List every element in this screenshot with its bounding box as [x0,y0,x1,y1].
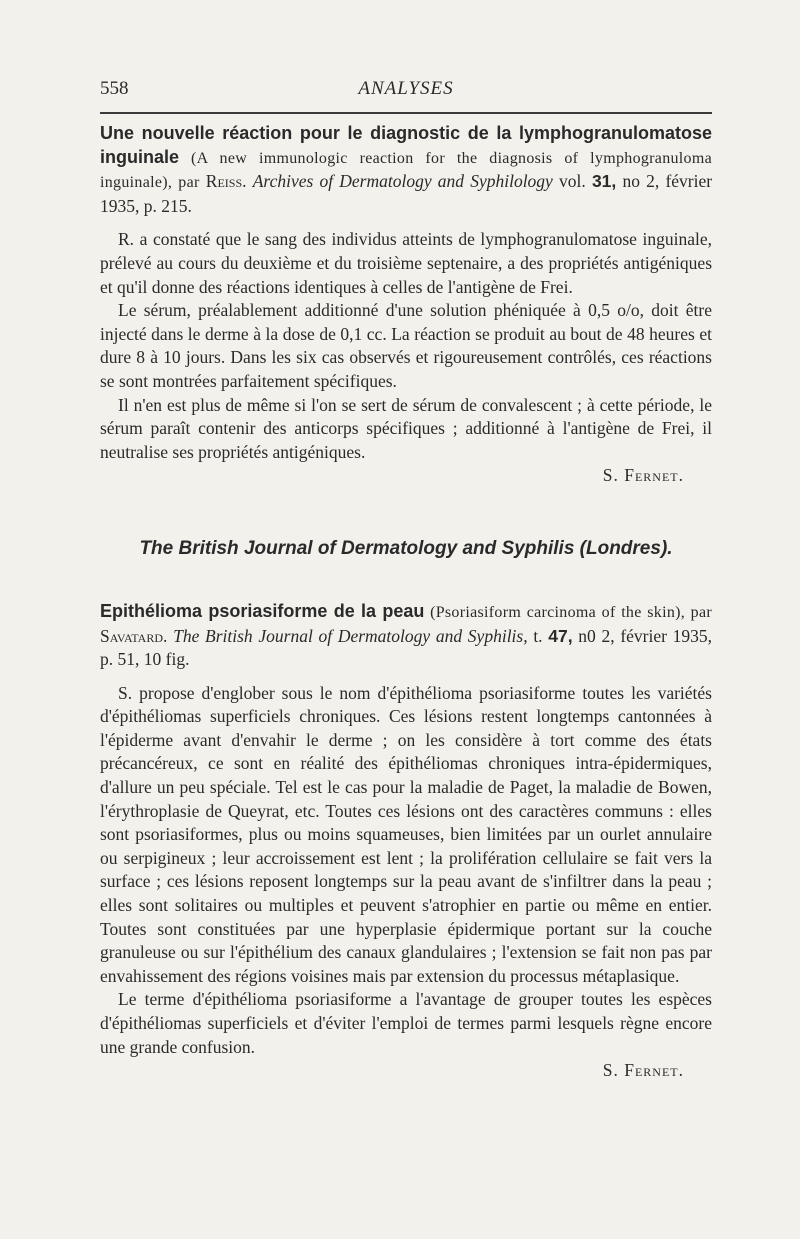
article-2-vol-prefix: t. [533,625,543,646]
article-1-paragraph: R. a constaté que le sang des individus atteints de lymphogranulomatose inguinale, prélevé au cours du deuxième et du troisième septenaire, a des propriétés antigéniques et qu'il donne des réactions identiques à celles de l'antigène de Frei. [100,229,712,297]
article-2-paragraph: S. propose d'englober sous le nom d'épithélioma psoriasiforme toutes les variétés d'épithéliomas superficiels chroniques. Ces lésions restent longtemps cantonnées à l'épiderme avant d'envahir le derme ; on les considère à tort comme des états précancéreux, ce sont en réalité des épithéliomas chroniques intra-épidermiques, d'allure un peu spéciale. Tel est le cas pour la maladie de Paget, la maladie de Bowen, l'érythroplasie de Queyrat, etc. Toutes ces lésions ont des caractères communs : elles sont psoriasiformes, plus ou moins squameuses, bien limitées par un ourlet annulaire ou serpigineux ; leur accroissement est lent ; la prolifération cellulaire se fait vers la surface ; ces lésions reposent longtemps sur la peau avant de s'infiltrer dans la peau ; elles sont solitaires ou multiples et peuvent s'atrophier en partie ou même en entier. Toutes sont constituées par une hyperplasie épidermique portant sur la couche granuleuse ou sur l'épithélium des canaux glandulaires ; l'extension se fait non pas par envahissement des régions voisines mais par extension du processus métaplasique. [100,682,712,986]
article-2-journal: The British Journal of Dermatology and Syphilis, [173,625,528,646]
article-1-signature: S. Fernet. [602,465,684,486]
article-1-journal: Archives of Dermatology and Syphilology [252,171,553,192]
article-1 [100,122,712,488]
article-1-paragraph: Le sérum, préalablement additionné d'une solution phéniquée à 0,5 o/o, doit être injecté dans le derme à la dose de 0,1 cc. La réaction se produit au bout de 48 heures et dure 8 à 10 jours. Dans les six cas observés et rigoureusement contrôlés, ces réactions se sont montrées parfaitement spécifiques. [100,300,712,391]
article-1-author: Reiss. [205,171,247,192]
page-header [100,78,712,108]
article-1-vol-prefix: vol. [559,171,586,192]
article-2 [100,600,712,1083]
page-number: 558 [100,78,129,99]
article-2-reference [100,600,712,672]
article-2-ref-tail: n0 2, février 1935, p. 51, 10 fig. [100,625,713,670]
running-title: ANALYSES [358,78,454,99]
article-2-ref-translation: (Psoriasiform carcinoma of the skin), par [430,603,713,621]
article-2-title: Epithélioma psoriasiforme de la peau [100,600,425,621]
article-1-ref-tail: no 2, février 1935, p. 215. [100,171,713,216]
page [100,78,712,1083]
article-2-paragraph: Le terme d'épithélioma psoriasiforme a l'avantage de grouper toutes les espèces d'épithéliomas superficiels et d'éviter l'emploi de termes parmi lesquels règne encore une grande confusion. [100,989,712,1057]
article-2-signature: S. Fernet. [602,1060,684,1081]
article-1-vol: 31, [591,171,617,192]
article-1-ref-translation: (A new immunologic reaction for the diagnosis of lymphogranuloma inguinale), par [100,149,712,192]
header-rule [100,112,712,114]
article-2-vol: 47, [548,625,573,646]
article-1-reference [100,122,712,218]
article-2-author: Savatard. [100,625,168,646]
article-1-title: Une nouvelle réaction pour le diagnostic de la lymphogranulomatose inguinale [100,123,712,167]
article-1-paragraph: Il n'en est plus de même si l'on se sert de sérum de convalescent ; à cette période, le sérum paraît contenir des anticorps spécifiques ; additionné à l'antigène de Frei, il neutralise ses propriétés antigéniques. [100,394,712,462]
journal-heading: The British Journal of Dermatology and Syphilis (Londres). [139,537,673,559]
